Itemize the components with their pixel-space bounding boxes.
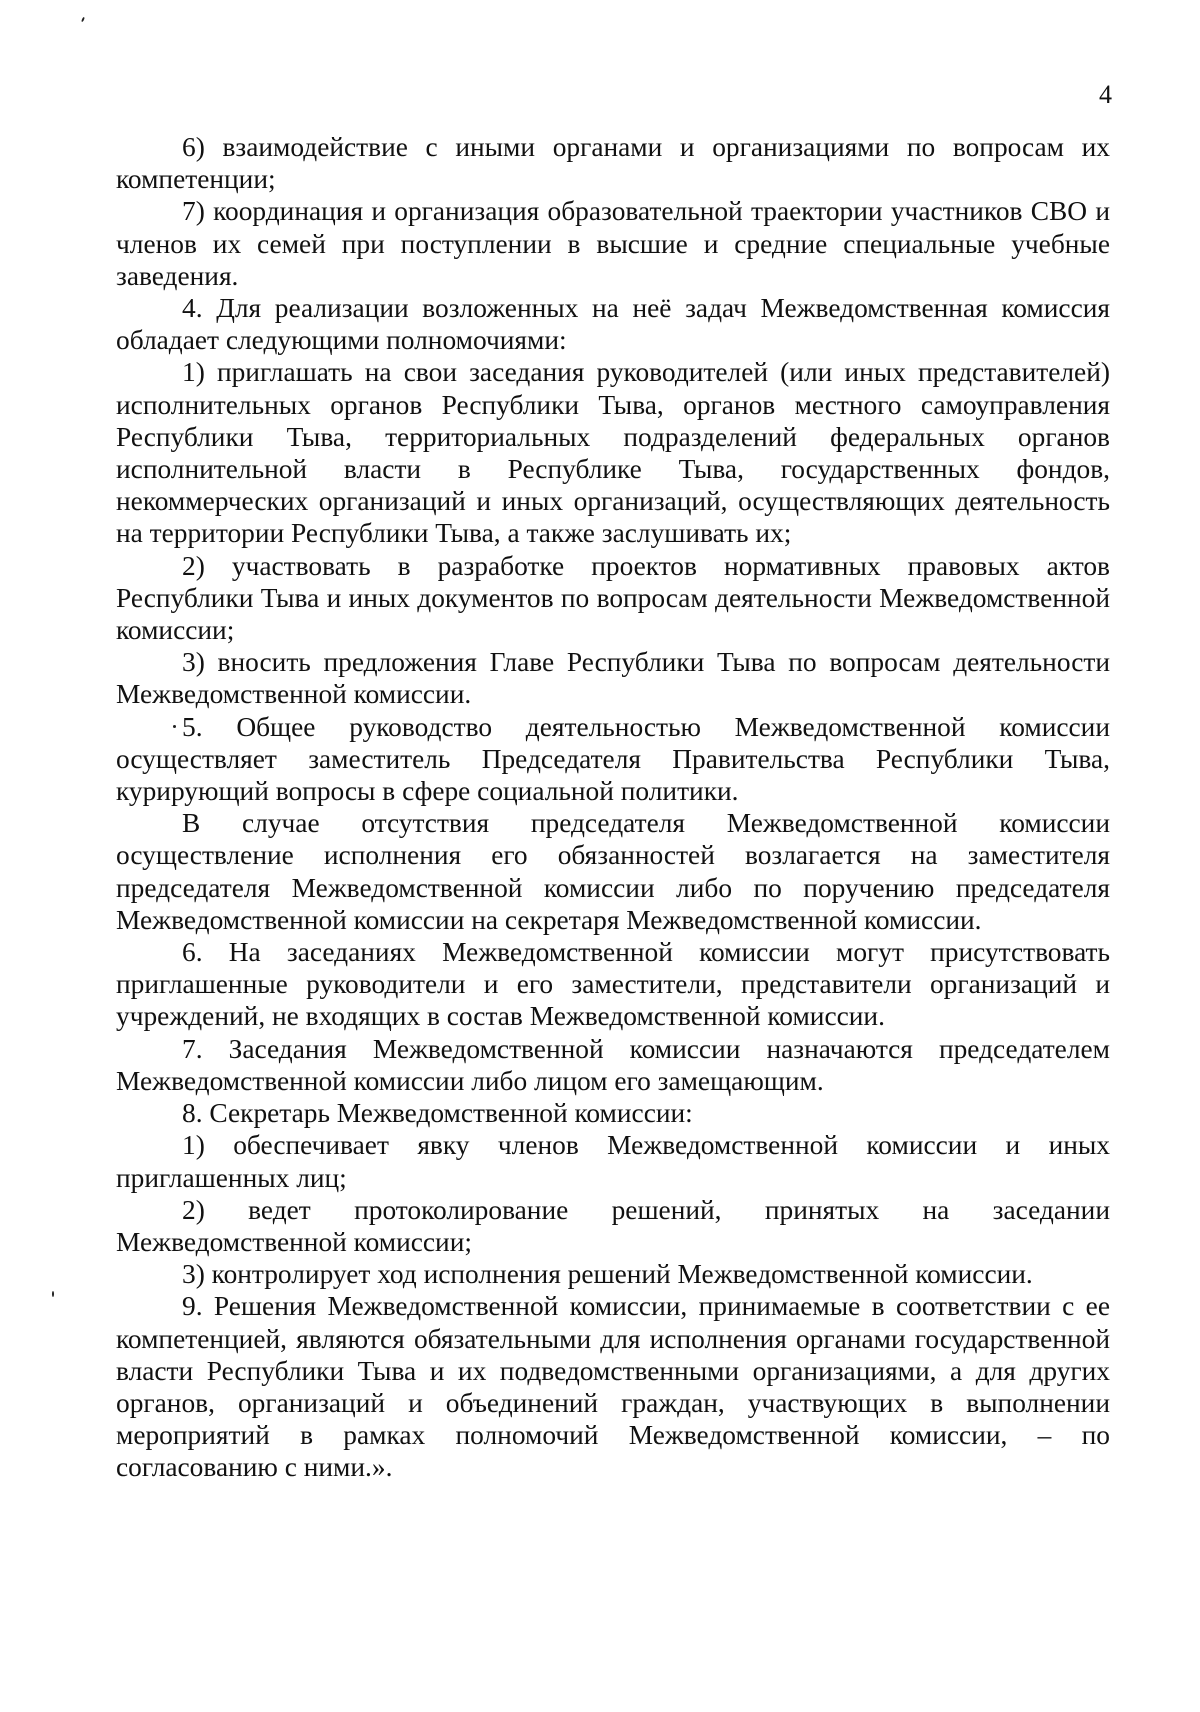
paragraph: 9. Решения Межведомственной комиссии, принимаемые в соответствии с ее компетенцией, являются обязательными для исполнения органами государственной власти Республики Тыва и их подведомственными организациями, а для других органов, организаций и объединений граждан, участвующих в выполнении мероприятий в рамках полномочий Межведомственной комиссии, – по согласованию с ними.». — [116, 1291, 1110, 1483]
paragraph: 1) приглашать на свои заседания руководителей (или иных представителей) исполнительных органов Республики Тыва, органов местного самоуправления Республики Тыва, территориальных подразделений федеральных органов исполнительной власти в Республике Тыва, государственных фондов, некоммерческих организаций и иных организаций, осуществляющих деятельность на территории Республики Тыва, а также заслушивать их; — [116, 357, 1110, 549]
paragraph: 8. Секретарь Межведомственной комиссии: — [182, 1098, 693, 1129]
paragraph: 1) обеспечивает явку членов Межведомственной комиссии и иных приглашенных лиц; — [116, 1130, 1110, 1193]
scan-artifact — [52, 1291, 54, 1297]
page-number: 4 — [1099, 80, 1112, 109]
paragraph: 6. На заседаниях Межведомственной комиссии могут присутствовать приглашенные руководители и его заместители, представители организаций и учреждений, не входящих в состав Межведомственной комиссии. — [116, 937, 1110, 1032]
paragraph: 2) ведет протоколирование решений, принятых на заседании Межведомственной комиссии; — [116, 1194, 1110, 1257]
paragraph: 3) контролирует ход исполнения решений Межведомственной комиссии. — [182, 1259, 1033, 1290]
paragraph: 2) участвовать в разработке проектов нормативных правовых актов Республики Тыва и иных документов по вопросам деятельности Межведомственной комиссии; — [116, 550, 1110, 646]
paragraph: 7. Заседания Межведомственной комиссии назначаются председателем Межведомственной комиссии либо лицом его замещающим. — [116, 1033, 1110, 1096]
paragraph: 5. Общее руководство деятельностью Межведомственной комиссии осуществляет заместитель Председателя Правительства Республики Тыва, курирующий вопросы в сфере социальной политики. — [116, 711, 1110, 807]
document-body — [116, 131, 1110, 1484]
paragraph: 4. Для реализации возложенных на неё задач Межведомственная комиссия обладает следующими полномочиями: — [116, 293, 1110, 356]
paragraph: 7) координация и организация образовательной траектории участников СВО и членов их семей при поступлении в высшие и средние специальные учебные заведения. — [116, 196, 1110, 291]
paragraph: 6) взаимодействие с иными органами и организациями по вопросам их компетенции; — [116, 132, 1110, 195]
paragraph: 3) вносить предложения Главе Республики Тыва по вопросам деятельности Межведомственной комиссии. — [116, 647, 1110, 710]
paragraph: В случае отсутствия председателя Межведомственной комиссии осуществление исполнения его обязанностей возлагается на заместителя председателя Межведомственной комиссии либо по поручению председателя Межведомственной комиссии на секретаря Межведомственной комиссии. — [116, 808, 1110, 935]
scan-artifact — [81, 17, 85, 22]
